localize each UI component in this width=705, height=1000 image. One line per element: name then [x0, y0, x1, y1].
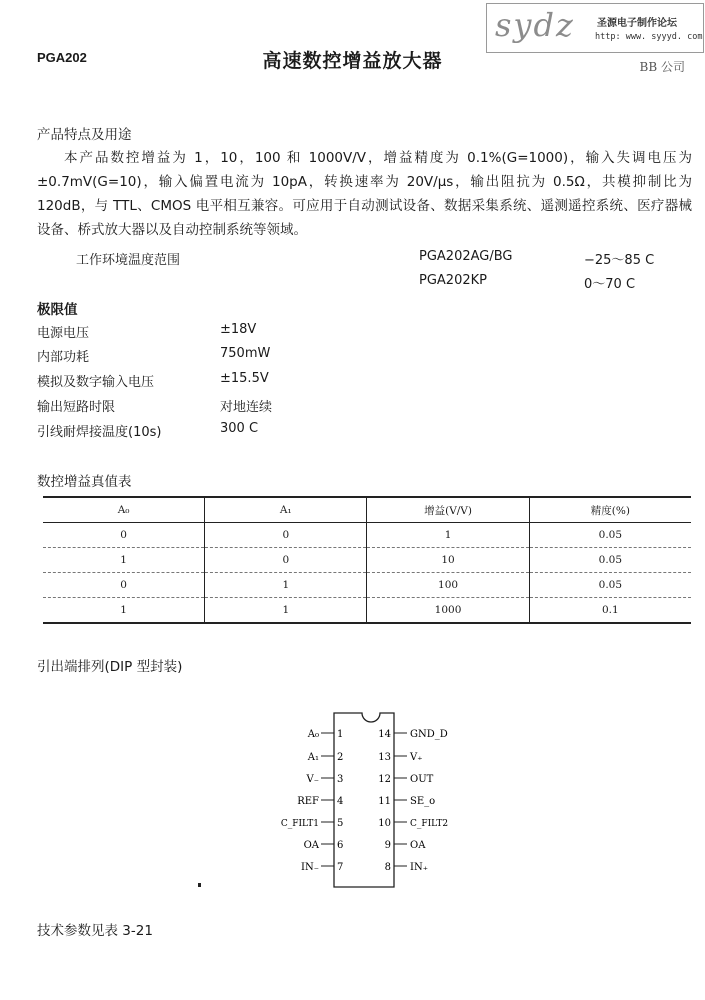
- table-cell: 1: [367, 523, 529, 548]
- table-cell: 10: [367, 548, 529, 573]
- table-cell: 1: [120, 554, 127, 566]
- pin-right-9: [385, 840, 427, 851]
- column-header-a1: A₁: [205, 497, 367, 523]
- pin-left-1: [307, 729, 344, 740]
- pin-label: OA: [410, 840, 426, 851]
- limit-value-supply: ±18V: [220, 322, 257, 337]
- table-cell: 0.05: [529, 573, 691, 598]
- pin-number: 10: [378, 818, 391, 829]
- temp-model-1: PGA202AG/BG: [419, 249, 513, 264]
- limit-label-solder-temp: 引线耐焊接温度(10s): [37, 425, 162, 440]
- pin-label: V₋: [306, 774, 319, 785]
- pin-number: 14: [378, 729, 391, 740]
- pin-number: 12: [378, 774, 391, 785]
- table-cell: 1: [205, 573, 367, 598]
- pin-label: A₀: [307, 729, 319, 740]
- pin-label: A₁: [307, 752, 319, 763]
- pin-label: OUT: [410, 774, 434, 785]
- table-cell: 0.05: [529, 523, 691, 548]
- pin-label: C_FILT2: [410, 819, 449, 829]
- limit-label-supply: 电源电压: [37, 326, 90, 341]
- pin-right-10: [378, 818, 448, 829]
- pin-number: 2: [337, 752, 344, 763]
- temp-model-2: PGA202KP: [419, 273, 487, 288]
- pin-label: OA: [303, 840, 319, 851]
- pin-number: 13: [378, 752, 391, 763]
- pin-left-2: [307, 752, 344, 763]
- table-cell: 100: [367, 573, 529, 598]
- table-cell: 0: [205, 548, 367, 573]
- column-header-gain: 增益(V/V): [367, 497, 529, 523]
- scan-speck: [198, 883, 201, 887]
- table-cell: 0: [120, 579, 127, 591]
- pin-right-13: [378, 752, 422, 763]
- pin-label: C_FILT1: [280, 819, 319, 829]
- company-name: BB 公司: [639, 60, 685, 74]
- table-cell: 1000: [367, 598, 529, 624]
- watermark-url: http: www. syyyd. com: [595, 32, 703, 42]
- temp-range-label: 工作环境温度范围: [76, 253, 181, 268]
- pin-label: IN₊: [410, 862, 428, 873]
- part-number: PGA202: [37, 50, 87, 65]
- footer-note: 技术参数见表 3-21: [37, 923, 153, 939]
- pin-number: 7: [337, 862, 344, 873]
- limit-value-input-voltage: ±15.5V: [220, 371, 269, 386]
- pin-number: 4: [337, 796, 344, 807]
- column-header-accuracy: 精度(%): [529, 497, 691, 523]
- pin-label: GND_D: [410, 729, 448, 740]
- temp-range-1: −25～85 C: [584, 253, 655, 268]
- pinout-heading: 引出端排列(DIP 型封装): [37, 659, 183, 675]
- page-title: 高速数控增益放大器: [262, 50, 443, 72]
- limit-label-input-voltage: 模拟及数字输入电压: [37, 375, 155, 390]
- limit-label-power: 内部功耗: [37, 350, 90, 365]
- limit-value-solder-temp: 300 C: [220, 421, 259, 436]
- table-cell: 1: [120, 604, 127, 616]
- pin-number: 8: [384, 862, 391, 873]
- table-cell: 0.1: [529, 598, 691, 624]
- pin-right-12: [378, 774, 433, 785]
- pin-label: REF: [297, 796, 319, 807]
- limit-value-short-circuit: 对地连续: [220, 400, 273, 415]
- pin-number: 5: [337, 818, 344, 829]
- pin-label: SE_o: [410, 796, 436, 807]
- pin-number: 9: [384, 840, 391, 851]
- pin-left-4: [297, 796, 343, 807]
- pin-number: 1: [337, 729, 344, 740]
- pin-label: IN₋: [301, 862, 319, 873]
- pin-right-14: [378, 729, 448, 740]
- limits-heading: 极限值: [37, 302, 78, 318]
- limit-value-power: 750mW: [220, 346, 271, 361]
- features-paragraph: 本产品数控增益为 1，10，100 和 1000V/V，增益精度为 0.1%(G=1000)，输入失调电压为±0.7mV(G=10)，输入偏置电流为 10pA，转换速率为 20V/μs，输出阻抗为 0.5Ω，共模抑制比为 120dB，与 TTL、CMOS 电平相互兼容。可应用于自动测试设备、数据采集系统、遥测遥控系统、医疗器械设备、桥式放大器以及自动控制系统等领域。: [37, 150, 692, 238]
- limit-label-short-circuit: 输出短路时限: [37, 400, 116, 415]
- features-heading: 产品特点及用途: [37, 127, 132, 143]
- pin-number: 6: [337, 840, 344, 851]
- pin-left-3: [306, 774, 344, 785]
- table-cell: 0.05: [529, 548, 691, 573]
- pin-right-8: [385, 862, 428, 873]
- pin-number: 11: [378, 796, 391, 807]
- pin-left-7: [301, 862, 343, 873]
- pin-left-6: [304, 840, 344, 851]
- watermark-site-name: 圣源电子制作论坛: [597, 18, 677, 29]
- table-cell: 0: [120, 529, 127, 541]
- watermark-mark: sydz: [495, 6, 575, 44]
- table-cell: 1: [205, 598, 367, 624]
- table-cell: 0: [205, 523, 367, 548]
- pin-number: 3: [337, 774, 344, 785]
- truth-table-heading: 数控增益真值表: [37, 474, 132, 490]
- pin-label: V₊: [410, 752, 423, 763]
- temp-range-2: 0～70 C: [584, 277, 636, 292]
- pin-right-11: [378, 796, 435, 807]
- column-header-a0: A₀: [117, 504, 130, 516]
